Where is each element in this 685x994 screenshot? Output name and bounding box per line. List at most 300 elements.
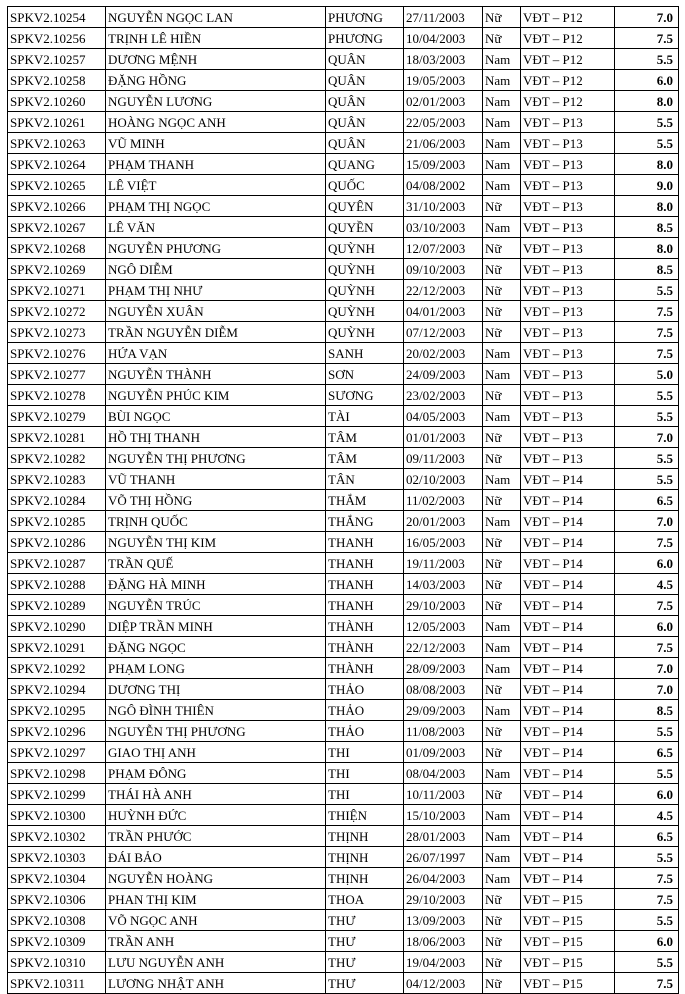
surname-cell: NGUYỄN LƯƠNG [106, 91, 326, 112]
table-row [8, 238, 679, 259]
surname-cell: TRỊNH LÊ HIỀN [106, 28, 326, 49]
given-name-cell: THỊNH [326, 868, 404, 889]
student-id-cell: SPKV2.10257 [8, 49, 106, 70]
room-cell: VĐT – P14 [521, 868, 615, 889]
surname-cell: NGUYỄN PHÚC KIM [106, 385, 326, 406]
surname-cell: PHẠM THỊ NGỌC [106, 196, 326, 217]
birthdate-cell: 04/08/2002 [404, 175, 483, 196]
table-row [8, 112, 679, 133]
surname-cell: TRỊNH QUỐC [106, 511, 326, 532]
score-cell: 5.5 [615, 133, 679, 154]
table-row [8, 595, 679, 616]
given-name-cell: QUỐC [326, 175, 404, 196]
room-cell: VĐT – P14 [521, 826, 615, 847]
surname-cell: NGÔ ĐÌNH THIÊN [106, 700, 326, 721]
table-row [8, 616, 679, 637]
student-id-cell: SPKV2.10276 [8, 343, 106, 364]
table-row [8, 28, 679, 49]
score-cell: 5.5 [615, 721, 679, 742]
student-id-cell: SPKV2.10264 [8, 154, 106, 175]
given-name-cell: QUÂN [326, 133, 404, 154]
birthdate-cell: 12/07/2003 [404, 238, 483, 259]
table-row [8, 490, 679, 511]
given-name-cell: THI [326, 784, 404, 805]
table-row [8, 721, 679, 742]
given-name-cell: QUỲNH [326, 259, 404, 280]
given-name-cell: TÂM [326, 427, 404, 448]
score-cell: 9.0 [615, 175, 679, 196]
score-cell: 7.5 [615, 637, 679, 658]
given-name-cell: THÀNH [326, 658, 404, 679]
score-cell: 6.0 [615, 931, 679, 952]
surname-cell: TRẦN PHƯỚC [106, 826, 326, 847]
score-cell: 7.5 [615, 532, 679, 553]
surname-cell: NGUYỄN TRÚC [106, 595, 326, 616]
student-id-cell: SPKV2.10310 [8, 952, 106, 973]
gender-cell: Nữ [483, 784, 521, 805]
student-id-cell: SPKV2.10272 [8, 301, 106, 322]
surname-cell: HOÀNG NGỌC ANH [106, 112, 326, 133]
room-cell: VĐT – P14 [521, 490, 615, 511]
surname-cell: TRẦN NGUYỄN DIỄM [106, 322, 326, 343]
student-id-cell: SPKV2.10292 [8, 658, 106, 679]
student-id-cell: SPKV2.10260 [8, 91, 106, 112]
gender-cell: Nam [483, 658, 521, 679]
student-id-cell: SPKV2.10256 [8, 28, 106, 49]
gender-cell: Nam [483, 133, 521, 154]
table-row [8, 889, 679, 910]
room-cell: VĐT – P12 [521, 49, 615, 70]
surname-cell: PHẠM THANH [106, 154, 326, 175]
birthdate-cell: 22/12/2003 [404, 280, 483, 301]
gender-cell: Nam [483, 343, 521, 364]
given-name-cell: QUANG [326, 154, 404, 175]
table-row [8, 7, 679, 28]
birthdate-cell: 10/04/2003 [404, 28, 483, 49]
table-row [8, 175, 679, 196]
room-cell: VĐT – P14 [521, 574, 615, 595]
student-id-cell: SPKV2.10306 [8, 889, 106, 910]
score-cell: 6.0 [615, 553, 679, 574]
table-row [8, 322, 679, 343]
score-cell: 4.5 [615, 574, 679, 595]
surname-cell: PHẠM ĐÔNG [106, 763, 326, 784]
surname-cell: LÊ VIỆT [106, 175, 326, 196]
birthdate-cell: 19/05/2003 [404, 70, 483, 91]
gender-cell: Nữ [483, 910, 521, 931]
score-cell: 5.5 [615, 385, 679, 406]
score-cell: 5.5 [615, 910, 679, 931]
given-name-cell: THÀNH [326, 637, 404, 658]
student-id-cell: SPKV2.10291 [8, 637, 106, 658]
gender-cell: Nam [483, 868, 521, 889]
room-cell: VĐT – P13 [521, 112, 615, 133]
table-row [8, 679, 679, 700]
table-row [8, 826, 679, 847]
student-id-cell: SPKV2.10289 [8, 595, 106, 616]
gender-cell: Nữ [483, 553, 521, 574]
score-cell: 5.5 [615, 406, 679, 427]
table-row [8, 280, 679, 301]
student-id-cell: SPKV2.10309 [8, 931, 106, 952]
room-cell: VĐT – P14 [521, 784, 615, 805]
surname-cell: DƯƠNG THỊ [106, 679, 326, 700]
room-cell: VĐT – P14 [521, 721, 615, 742]
surname-cell: NGUYỄN THỊ PHƯƠNG [106, 721, 326, 742]
birthdate-cell: 16/05/2003 [404, 532, 483, 553]
surname-cell: HỨA VẠN [106, 343, 326, 364]
table-row [8, 49, 679, 70]
given-name-cell: QUYÊN [326, 196, 404, 217]
room-cell: VĐT – P14 [521, 553, 615, 574]
birthdate-cell: 23/02/2003 [404, 385, 483, 406]
surname-cell: BÙI NGỌC [106, 406, 326, 427]
score-cell: 8.5 [615, 700, 679, 721]
room-cell: VĐT – P15 [521, 973, 615, 994]
birthdate-cell: 09/11/2003 [404, 448, 483, 469]
surname-cell: NGUYỄN XUÂN [106, 301, 326, 322]
room-cell: VĐT – P14 [521, 763, 615, 784]
student-id-cell: SPKV2.10300 [8, 805, 106, 826]
gender-cell: Nữ [483, 952, 521, 973]
birthdate-cell: 18/06/2003 [404, 931, 483, 952]
gender-cell: Nữ [483, 973, 521, 994]
student-id-cell: SPKV2.10281 [8, 427, 106, 448]
birthdate-cell: 10/11/2003 [404, 784, 483, 805]
score-cell: 5.0 [615, 364, 679, 385]
surname-cell: NGUYỄN NGỌC LAN [106, 7, 326, 28]
score-cell: 7.5 [615, 28, 679, 49]
birthdate-cell: 07/12/2003 [404, 322, 483, 343]
student-id-cell: SPKV2.10297 [8, 742, 106, 763]
score-cell: 7.0 [615, 427, 679, 448]
student-id-cell: SPKV2.10267 [8, 217, 106, 238]
given-name-cell: THI [326, 742, 404, 763]
given-name-cell: THANH [326, 574, 404, 595]
surname-cell: NGUYỄN THỊ KIM [106, 532, 326, 553]
room-cell: VĐT – P13 [521, 196, 615, 217]
gender-cell: Nam [483, 154, 521, 175]
birthdate-cell: 11/08/2003 [404, 721, 483, 742]
given-name-cell: THẢO [326, 679, 404, 700]
room-cell: VĐT – P14 [521, 805, 615, 826]
score-cell: 5.5 [615, 49, 679, 70]
gender-cell: Nữ [483, 574, 521, 595]
student-id-cell: SPKV2.10283 [8, 469, 106, 490]
gender-cell: Nam [483, 637, 521, 658]
gender-cell: Nam [483, 112, 521, 133]
given-name-cell: QUYỀN [326, 217, 404, 238]
student-id-cell: SPKV2.10266 [8, 196, 106, 217]
given-name-cell: THẮNG [326, 511, 404, 532]
given-name-cell: QUÂN [326, 112, 404, 133]
gender-cell: Nữ [483, 385, 521, 406]
table-row [8, 952, 679, 973]
gender-cell: Nữ [483, 7, 521, 28]
table-row [8, 784, 679, 805]
gender-cell: Nữ [483, 259, 521, 280]
table-row [8, 469, 679, 490]
surname-cell: PHẠM THỊ NHƯ [106, 280, 326, 301]
room-cell: VĐT – P13 [521, 322, 615, 343]
table-row [8, 301, 679, 322]
given-name-cell: THỊNH [326, 826, 404, 847]
score-cell: 8.5 [615, 217, 679, 238]
given-name-cell: SƠN [326, 364, 404, 385]
birthdate-cell: 24/09/2003 [404, 364, 483, 385]
table-row [8, 553, 679, 574]
room-cell: VĐT – P13 [521, 175, 615, 196]
given-name-cell: QUÂN [326, 70, 404, 91]
room-cell: VĐT – P13 [521, 280, 615, 301]
birthdate-cell: 29/09/2003 [404, 700, 483, 721]
score-cell: 8.0 [615, 238, 679, 259]
given-name-cell: TÂM [326, 448, 404, 469]
table-row [8, 154, 679, 175]
given-name-cell: THÀNH [326, 616, 404, 637]
student-id-cell: SPKV2.10258 [8, 70, 106, 91]
given-name-cell: THANH [326, 532, 404, 553]
room-cell: VĐT – P15 [521, 931, 615, 952]
surname-cell: NGUYỄN THỊ PHƯƠNG [106, 448, 326, 469]
table-row [8, 973, 679, 994]
given-name-cell: THƯ [326, 931, 404, 952]
score-cell: 7.5 [615, 889, 679, 910]
room-cell: VĐT – P12 [521, 7, 615, 28]
student-id-cell: SPKV2.10303 [8, 847, 106, 868]
gender-cell: Nữ [483, 721, 521, 742]
given-name-cell: THIỆN [326, 805, 404, 826]
room-cell: VĐT – P13 [521, 301, 615, 322]
birthdate-cell: 29/10/2003 [404, 595, 483, 616]
room-cell: VĐT – P13 [521, 238, 615, 259]
room-cell: VĐT – P12 [521, 91, 615, 112]
room-cell: VĐT – P14 [521, 511, 615, 532]
score-cell: 8.5 [615, 259, 679, 280]
birthdate-cell: 26/07/1997 [404, 847, 483, 868]
gender-cell: Nữ [483, 448, 521, 469]
birthdate-cell: 04/05/2003 [404, 406, 483, 427]
surname-cell: LƯU NGUYỄN ANH [106, 952, 326, 973]
room-cell: VĐT – P13 [521, 406, 615, 427]
surname-cell: DIỆP TRẦN MINH [106, 616, 326, 637]
table-row [8, 931, 679, 952]
given-name-cell: QUỲNH [326, 322, 404, 343]
student-id-cell: SPKV2.10299 [8, 784, 106, 805]
gender-cell: Nam [483, 511, 521, 532]
room-cell: VĐT – P13 [521, 385, 615, 406]
gender-cell: Nữ [483, 28, 521, 49]
surname-cell: NGUYỄN THÀNH [106, 364, 326, 385]
score-cell: 4.5 [615, 805, 679, 826]
table-row [8, 511, 679, 532]
gender-cell: Nam [483, 175, 521, 196]
birthdate-cell: 20/02/2003 [404, 343, 483, 364]
surname-cell: ĐẶNG HÀ MINH [106, 574, 326, 595]
student-id-cell: SPKV2.10284 [8, 490, 106, 511]
surname-cell: THÁI HÀ ANH [106, 784, 326, 805]
given-name-cell: THƯ [326, 910, 404, 931]
student-id-cell: SPKV2.10263 [8, 133, 106, 154]
score-cell: 6.0 [615, 784, 679, 805]
surname-cell: PHẠM LONG [106, 658, 326, 679]
student-id-cell: SPKV2.10268 [8, 238, 106, 259]
given-name-cell: SANH [326, 343, 404, 364]
gender-cell: Nam [483, 49, 521, 70]
student-id-cell: SPKV2.10308 [8, 910, 106, 931]
birthdate-cell: 31/10/2003 [404, 196, 483, 217]
student-id-cell: SPKV2.10311 [8, 973, 106, 994]
table-row [8, 805, 679, 826]
gender-cell: Nữ [483, 196, 521, 217]
student-id-cell: SPKV2.10304 [8, 868, 106, 889]
given-name-cell: PHƯƠNG [326, 7, 404, 28]
score-cell: 5.5 [615, 112, 679, 133]
given-name-cell: QUỲNH [326, 238, 404, 259]
table-row [8, 637, 679, 658]
score-cell: 6.5 [615, 742, 679, 763]
gender-cell: Nữ [483, 931, 521, 952]
surname-cell: HUỲNH ĐỨC [106, 805, 326, 826]
surname-cell: GIAO THỊ ANH [106, 742, 326, 763]
birthdate-cell: 08/08/2003 [404, 679, 483, 700]
birthdate-cell: 19/04/2003 [404, 952, 483, 973]
given-name-cell: QUỲNH [326, 280, 404, 301]
birthdate-cell: 01/09/2003 [404, 742, 483, 763]
given-name-cell: THẢO [326, 721, 404, 742]
score-cell: 5.5 [615, 448, 679, 469]
room-cell: VĐT – P12 [521, 28, 615, 49]
gender-cell: Nữ [483, 280, 521, 301]
birthdate-cell: 22/12/2003 [404, 637, 483, 658]
room-cell: VĐT – P13 [521, 427, 615, 448]
birthdate-cell: 12/05/2003 [404, 616, 483, 637]
score-cell: 6.0 [615, 70, 679, 91]
gender-cell: Nam [483, 847, 521, 868]
gender-cell: Nữ [483, 238, 521, 259]
surname-cell: ĐẶNG NGỌC [106, 637, 326, 658]
birthdate-cell: 04/12/2003 [404, 973, 483, 994]
room-cell: VĐT – P14 [521, 658, 615, 679]
room-cell: VĐT – P13 [521, 154, 615, 175]
score-cell: 7.5 [615, 973, 679, 994]
gender-cell: Nữ [483, 889, 521, 910]
student-id-cell: SPKV2.10296 [8, 721, 106, 742]
score-cell: 7.0 [615, 7, 679, 28]
table-row [8, 385, 679, 406]
table-row [8, 763, 679, 784]
room-cell: VĐT – P12 [521, 70, 615, 91]
surname-cell: NGUYỄN HOÀNG [106, 868, 326, 889]
table-row [8, 574, 679, 595]
given-name-cell: THƯ [326, 973, 404, 994]
birthdate-cell: 15/10/2003 [404, 805, 483, 826]
surname-cell: VŨ THANH [106, 469, 326, 490]
surname-cell: LƯƠNG NHẬT ANH [106, 973, 326, 994]
birthdate-cell: 08/04/2003 [404, 763, 483, 784]
table-row [8, 70, 679, 91]
room-cell: VĐT – P15 [521, 910, 615, 931]
gender-cell: Nam [483, 826, 521, 847]
gender-cell: Nam [483, 469, 521, 490]
score-cell: 7.5 [615, 868, 679, 889]
student-id-cell: SPKV2.10279 [8, 406, 106, 427]
given-name-cell: TÂN [326, 469, 404, 490]
gender-cell: Nữ [483, 679, 521, 700]
score-cell: 5.5 [615, 847, 679, 868]
given-name-cell: TÀI [326, 406, 404, 427]
birthdate-cell: 03/10/2003 [404, 217, 483, 238]
birthdate-cell: 27/11/2003 [404, 7, 483, 28]
student-id-cell: SPKV2.10290 [8, 616, 106, 637]
table-row [8, 259, 679, 280]
surname-cell: TRẦN QUẾ [106, 553, 326, 574]
gender-cell: Nam [483, 364, 521, 385]
room-cell: VĐT – P13 [521, 259, 615, 280]
score-cell: 8.0 [615, 154, 679, 175]
room-cell: VĐT – P14 [521, 679, 615, 700]
birthdate-cell: 28/09/2003 [404, 658, 483, 679]
room-cell: VĐT – P13 [521, 448, 615, 469]
student-id-cell: SPKV2.10294 [8, 679, 106, 700]
table-row [8, 196, 679, 217]
score-cell: 7.5 [615, 301, 679, 322]
given-name-cell: QUÂN [326, 49, 404, 70]
surname-cell: NGÔ DIỄM [106, 259, 326, 280]
birthdate-cell: 26/04/2003 [404, 868, 483, 889]
score-cell: 7.5 [615, 595, 679, 616]
birthdate-cell: 04/01/2003 [404, 301, 483, 322]
table-row [8, 91, 679, 112]
table-row [8, 910, 679, 931]
score-cell: 7.5 [615, 343, 679, 364]
birthdate-cell: 02/10/2003 [404, 469, 483, 490]
gender-cell: Nữ [483, 322, 521, 343]
birthdate-cell: 29/10/2003 [404, 889, 483, 910]
birthdate-cell: 20/01/2003 [404, 511, 483, 532]
table-row [8, 427, 679, 448]
room-cell: VĐT – P14 [521, 469, 615, 490]
gender-cell: Nam [483, 217, 521, 238]
birthdate-cell: 15/09/2003 [404, 154, 483, 175]
student-id-cell: SPKV2.10286 [8, 532, 106, 553]
room-cell: VĐT – P15 [521, 889, 615, 910]
gender-cell: Nữ [483, 490, 521, 511]
student-id-cell: SPKV2.10285 [8, 511, 106, 532]
birthdate-cell: 28/01/2003 [404, 826, 483, 847]
given-name-cell: PHƯƠNG [326, 28, 404, 49]
given-name-cell: QUỲNH [326, 301, 404, 322]
room-cell: VĐT – P14 [521, 847, 615, 868]
table-row [8, 217, 679, 238]
birthdate-cell: 14/03/2003 [404, 574, 483, 595]
surname-cell: VÕ NGỌC ANH [106, 910, 326, 931]
room-cell: VĐT – P14 [521, 637, 615, 658]
gender-cell: Nam [483, 70, 521, 91]
room-cell: VĐT – P14 [521, 532, 615, 553]
given-name-cell: THOA [326, 889, 404, 910]
table-row [8, 343, 679, 364]
score-cell: 7.0 [615, 511, 679, 532]
given-name-cell: THỊNH [326, 847, 404, 868]
student-score-table [7, 6, 679, 994]
given-name-cell: THI [326, 763, 404, 784]
score-cell: 6.5 [615, 490, 679, 511]
student-id-cell: SPKV2.10269 [8, 259, 106, 280]
given-name-cell: SƯƠNG [326, 385, 404, 406]
room-cell: VĐT – P14 [521, 742, 615, 763]
given-name-cell: THƯ [326, 952, 404, 973]
